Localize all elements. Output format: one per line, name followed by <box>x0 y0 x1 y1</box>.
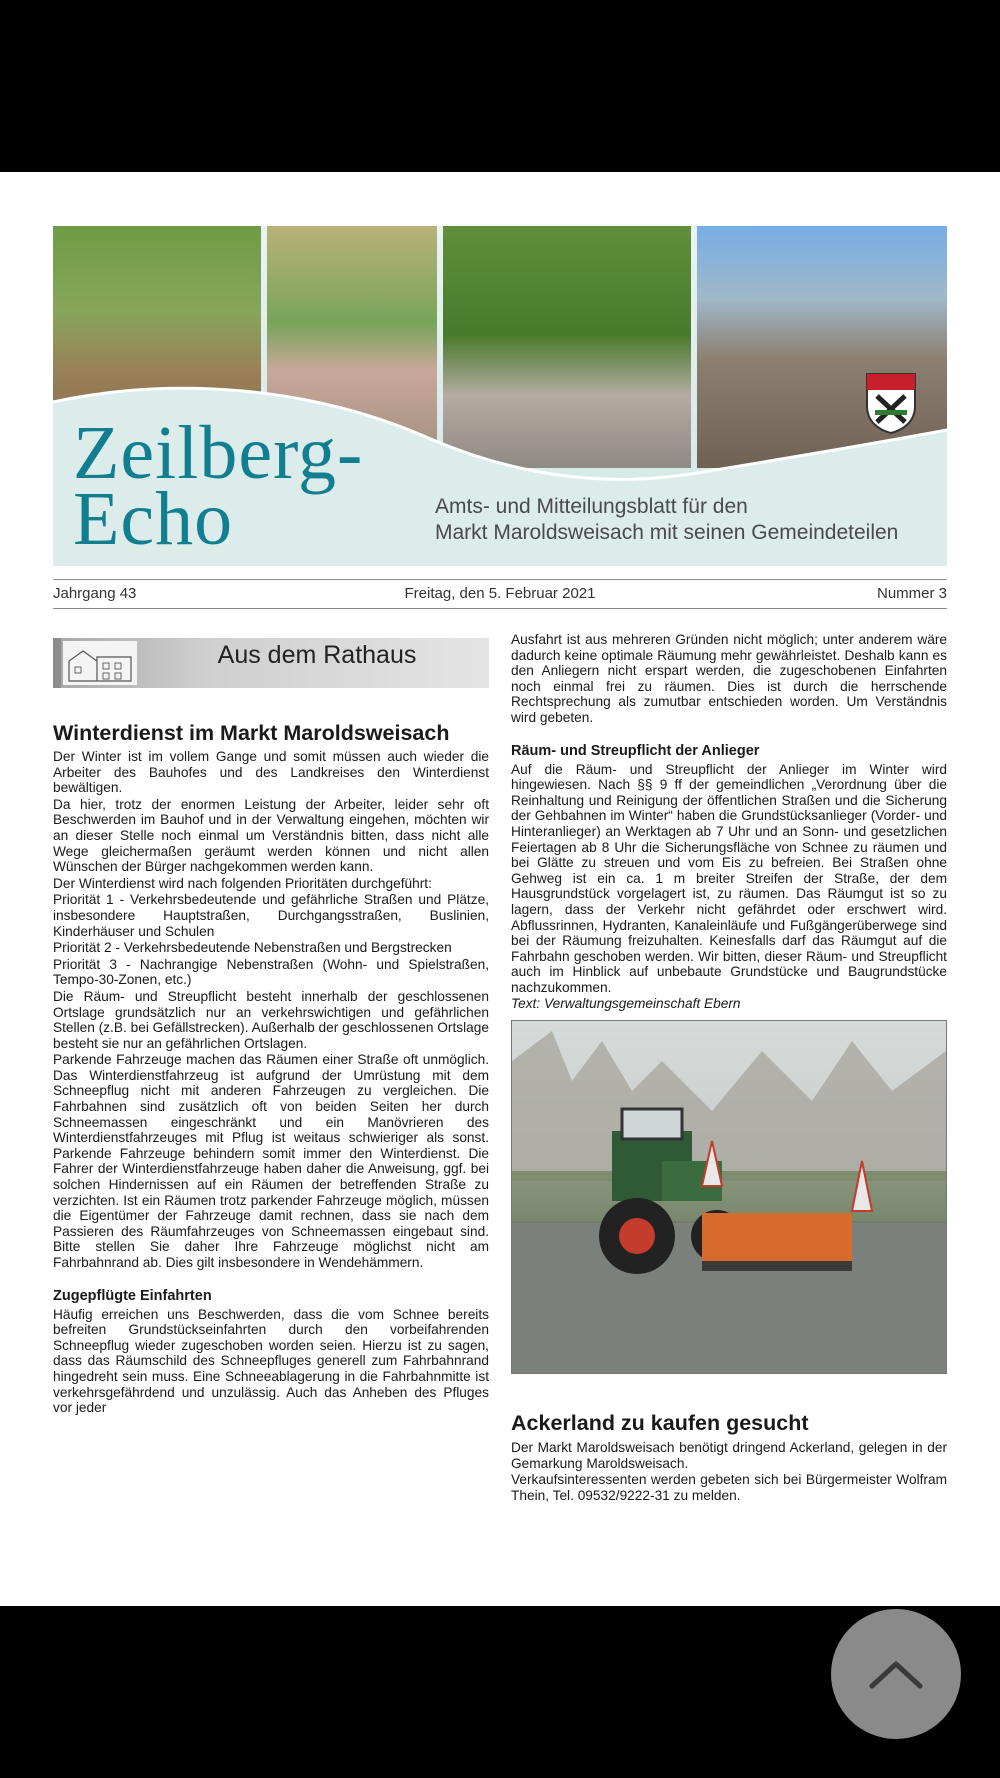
right-column <box>511 632 947 1504</box>
masthead-title <box>73 411 364 561</box>
paragraph: Verkaufsinteressenten werden gebeten sich bei Bürgermeister Wolfram Thein, Tel. 09532/9222-31 zu melden. <box>511 1472 947 1503</box>
paragraph: Priorität 1 - Verkehrsbedeutende und gefährliche Straßen und Plätze, insbesondere Hauptstraßen, Durchgangsstraßen, Buslinien, Kinderhäuser und Schulen <box>53 892 489 939</box>
issue-number: Nummer 3 <box>876 585 947 602</box>
paragraph: Der Markt Maroldsweisach benötigt dringend Ackerland, gelegen in der Gemarkung Maroldsweisach. <box>511 1440 947 1471</box>
town-hall-icon <box>63 641 137 685</box>
snowplow-illustration <box>512 1021 946 1373</box>
newspaper-page <box>0 172 1000 1606</box>
section-banner <box>53 638 489 688</box>
title-line-2: Echo <box>73 477 234 561</box>
paragraph: Da hier, trotz der enormen Leistung der Arbeiter, leider sehr oft Beschwerden im Bauhof und in der Verwaltung eingehen, möchten wir an dieser Stelle noch einmal um Verständnis bitten, dass nicht alle Wege gleichermaßen geräumt werden können und nicht allen Wünschen der Bürger nachgekommen werden kann. <box>53 796 489 875</box>
paragraph: Priorität 3 - Nachrangige Nebenstraßen (Wohn- und Spielstraßen, Tempo-30-Zonen, etc.) <box>53 956 489 988</box>
issue-info-bar <box>53 579 947 609</box>
coat-of-arms-icon <box>865 372 917 434</box>
paragraph: Die Räum- und Streupflicht besteht innerhalb der geschlossenen Ortslage grundsätzlich nur an verkehrswichtigen und gefährlichen Stellen (z.B. bei Gefällstrecken). Außerhalb der geschlossenen Ortslage besteht sie nur an gefährlichen Ortslagen. <box>53 988 489 1051</box>
chevron-up-icon <box>866 1656 926 1692</box>
paragraph: Ausfahrt ist aus mehreren Gründen nicht möglich; unter anderem wäre dadurch keine optimale Räumung mehr gewährleistet. Deshalb kann es den Anliegern nicht erspart werden, die zugeschobenen Einfahrten noch einmal frei zu räumen. Dies ist durch die herrschende Rechtsprechung als zumutbar entschieden worden. Um Verständnis wird gebeten. <box>511 632 947 725</box>
subtitle-line-2: Markt Maroldsweisach mit seinen Gemeindeteilen <box>435 521 899 544</box>
photo-snowplow-tractor <box>511 1020 947 1374</box>
scroll-to-top-button[interactable] <box>831 1609 961 1739</box>
title-line-1: Zeilberg- <box>73 411 364 495</box>
article-headline-ackerland: Ackerland zu kaufen gesucht <box>511 1411 809 1436</box>
subheading: Zugepflügte Einfahrten <box>53 1287 212 1304</box>
article-headline: Winterdienst im Markt Maroldsweisach <box>53 721 450 745</box>
left-column <box>53 632 489 1417</box>
issue-date: Freitag, den 5. Februar 2021 <box>404 585 596 602</box>
paragraph: Parkende Fahrzeuge machen das Räumen einer Straße oft unmöglich. Das Winterdienstfahrzeug ist aufgrund der Umrüstung mit dem Schneepflug nicht mit anderen Fahrzeugen zu vergleichen. Die Fahrbahnen sind zusätzlich oft von beiden Seiten her durch Schneemassen eingeschränkt und ein Manövrieren des Winterdienstfahrzeuges mit Pflug ist weitaus schwieriger als sonst. Parkende Fahrzeuge behindern somit immer den Winterdienst. Die Fahrer der Winterdienstfahrzeuge haben daher die Anweisung, ggf. bei solchen Hindernissen auf ein Räumen der betreffenden Straße zu verzichten. Ist ein Räumen trotz parkender Fahrzeuge möglich, müssen die Eigentümer der Fahrzeuge damit rechnen, dass sie nach dem Passieren des Räumfahrzeuges von Schneemassen eingebaut sind. Bitte stellen Sie daher Ihre Fahrzeuge möglichst nicht am Fahrbahnrand ab. Dies gilt insbesondere in Wendehämmern. <box>53 1052 489 1270</box>
text-credit: Text: Verwaltungsgemeinschaft Ebern <box>511 996 741 1012</box>
banner-accent <box>53 638 61 688</box>
paragraph: Auf die Räum- und Streupflicht der Anlieger im Winter wird hingewiesen. Nach §§ 9 ff der gemeindlichen „Verordnung über die Reinhaltung und Reinigung der öffentlichen Straßen und die Sicherung der Gehbahnen im Winter“ haben die Grundstücksanlieger (Vorder- und Hinteranlieger) an Werktagen ab 7 Uhr und an Sonn- und gesetzlichen Feiertagen ab 8 Uhr die Sicherungsfläche von Schnee zu räumen und bei Glätte zu streuen und vom Eis zu befreien. Bei Straßen ohne Gehweg ist ein ca. 1 m breiter Streifen der Straße, der dem Hausgrundstück vorgelagert ist, zu räumen. Das Räumgut ist so zu lagern, dass der Verkehr nicht gefährdet oder erschwert wird. Abflussrinnen, Hydranten, Kanaleinläufe und Fußgängerüberwege sind bei der Räumung freizuhalten. Keinesfalls darf das Räumgut auf die Fahrbahn geschoben werden. Wir bitten, dieser Räum- und Streupflicht auch im Hinblick auf unbebaute Grundstücke und Baugrundstücke nachzukommen. <box>511 761 947 995</box>
subheading: Räum- und Streupflicht der Anlieger <box>511 742 760 759</box>
subtitle-line-1: Amts- und Mitteilungsblatt für den <box>435 495 748 518</box>
paragraph: Der Winterdienst wird nach folgenden Prioritäten durchgeführt: <box>53 875 432 891</box>
masthead <box>53 226 947 566</box>
issue-volume: Jahrgang 43 <box>53 585 137 602</box>
masthead-subtitle <box>435 494 898 546</box>
paragraph: Häufig erreichen uns Beschwerden, dass die vom Schnee bereits befreiten Grundstückseinfahrten durch den vorbeifahrenden Schneepflug wieder zugeschoben worden seien. Hierzu ist zu sagen, dass das Räumschild des Schneepfluges generell zum Fahrbahnrand hingedreht sein muss. Eine Schneeablagerung in die Fahrbahnmitte ist verkehrsgefährdend und unzulässig. Auch das Anheben des Pfluges vor jeder <box>53 1306 489 1416</box>
paragraph: Der Winter ist im vollem Gange und somit müssen auch wieder die Arbeiter des Bauhofes und des Landkreises den Winterdienst bewältigen. <box>53 749 489 796</box>
section-banner-title: Aus dem Rathaus <box>217 641 417 669</box>
paragraph: Priorität 2 - Verkehrsbedeutende Nebenstraßen und Bergstrecken <box>53 940 452 956</box>
